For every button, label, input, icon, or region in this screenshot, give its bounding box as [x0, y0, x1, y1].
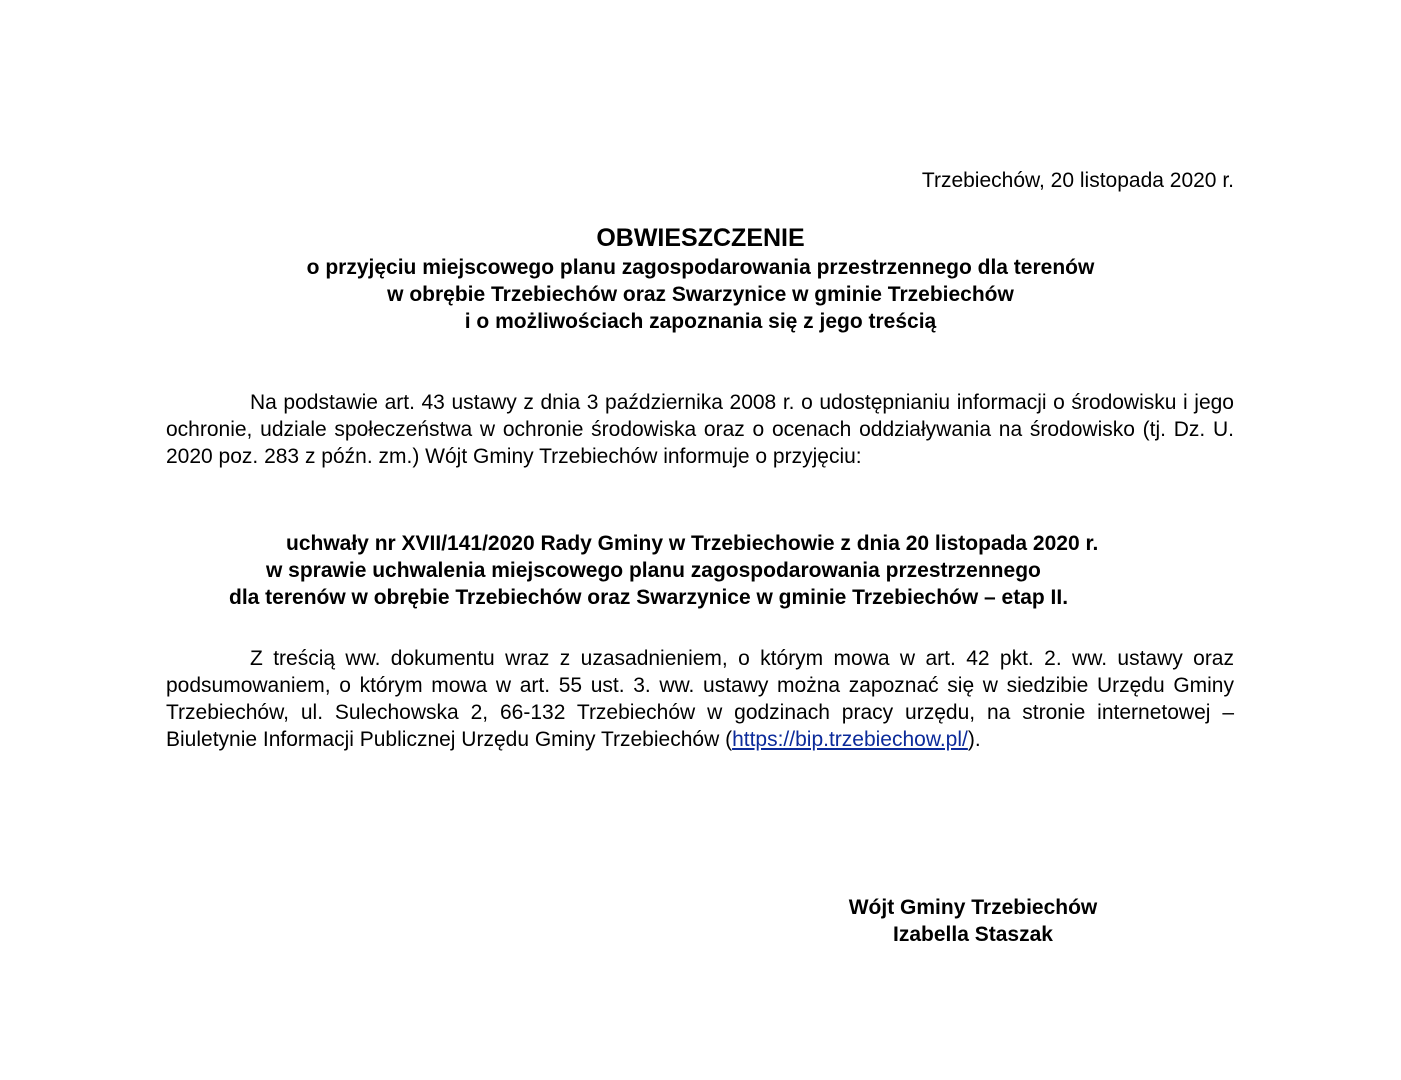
- signature-name: Izabella Staszak: [893, 923, 1053, 946]
- access-info-end: ).: [967, 728, 981, 751]
- access-info-text: Z treścią ww. dokumentu wraz z uzasadnieniem, o którym mowa w art. 42 pkt. 2. ww. ustawy oraz podsumowaniem, o którym mowa w art. 55 ust. 3. ww. ustawy można zapoznać się w siedzibie Urzędu Gminy Trzebiechów, ul. Sulechowska 2, 66-132 Trzebiechów w godzinach pracy urzędu, na stronie internetowej – Biuletynie Informacji Publicznej Urzędu Gminy Trzebiechów (: [166, 647, 1234, 751]
- resolution-line: w sprawie uchwalenia miejscowego planu zagospodarowania przestrzennego: [266, 559, 1041, 582]
- subtitle-line: i o możliwościach zapoznania się z jego treścią: [464, 310, 937, 333]
- resolution-line: uchwały nr XVII/141/2020 Rady Gminy w Trzebiechowie z dnia 20 listopada 2020 r.: [286, 532, 1099, 555]
- resolution-line: dla terenów w obrębie Trzebiechów oraz Swarzynice w gminie Trzebiechów – etap II.: [229, 586, 1069, 609]
- legal-basis-paragraph: Na podstawie art. 43 ustawy z dnia 3 października 2008 r. o udostępnianiu informacji o środowisku i jego ochronie, udziale społeczeństwa w ochronie środowiska oraz o ocenach oddziaływania na środowisko (tj. Dz. U. 2020 poz. 283 z późn. zm.) Wójt Gminy Trzebiechów informuje o przyjęciu:: [166, 391, 1234, 468]
- document-date: Trzebiechów, 20 listopada 2020 r.: [921, 169, 1234, 192]
- bip-link[interactable]: https://bip.trzebiechow.pl/: [732, 728, 968, 751]
- signature-block: [833, 894, 1113, 948]
- subtitle-line: o przyjęciu miejscowego planu zagospodarowania przestrzennego dla terenów: [306, 256, 1095, 279]
- document-subtitle: [0, 254, 1401, 335]
- signature-role: Wójt Gminy Trzebiechów: [848, 896, 1098, 919]
- document-title: OBWIESZCZENIE: [596, 224, 805, 252]
- subtitle-line: w obrębie Trzebiechów oraz Swarzynice w gminie Trzebiechów: [387, 283, 1014, 306]
- access-info-paragraph: [166, 645, 1234, 753]
